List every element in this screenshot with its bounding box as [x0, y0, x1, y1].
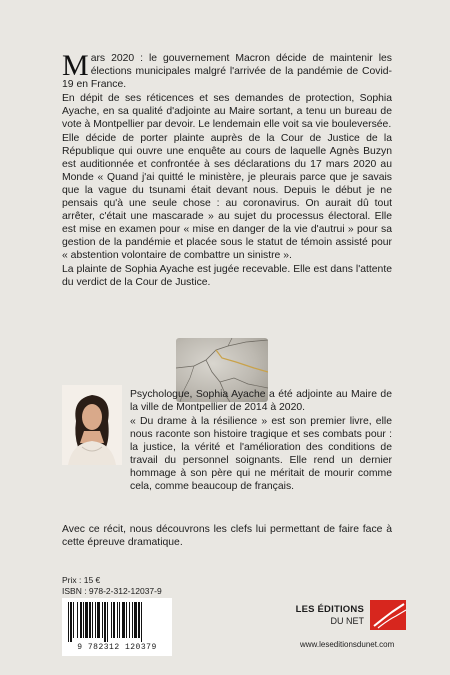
summary-paragraph-4: La plainte de Sophia Ayache est jugée recevable. Elle est dans l'attente du verdict de la Cour de Justice.: [62, 264, 392, 288]
barcode-bars-icon: [68, 602, 166, 642]
publisher-website: www.leseditionsdunet.com: [300, 640, 395, 649]
publisher-name: LES ÉDITIONS: [295, 604, 364, 615]
publisher-logo-block: [286, 598, 416, 638]
drop-cap: M: [62, 49, 89, 82]
summary-paragraph-1-text: ars 2020 : le gouvernement Macron décide de maintenir les élections municipales malgré l'arrivée de la pandémie de Covid-19 en France.: [62, 53, 392, 90]
summary-paragraph-1: [62, 49, 392, 91]
barcode: [62, 598, 172, 656]
bio-paragraph-3: Avec ce récit, nous découvrons les clefs lui permettant de faire face à cette épreuve dramatique.: [62, 524, 392, 548]
bio-paragraph-1: Psychologue, Sophia Ayache a été adjointe au Maire de la ville de Montpellier de 2014 à 2020.: [130, 389, 392, 413]
publisher-subname: DU NET: [330, 616, 364, 626]
publisher-logo-icon: [368, 598, 408, 632]
author-portrait-icon: [62, 385, 122, 465]
summary-paragraph-3: Elle décide de porter plainte auprès de la Cour de Justice de la République qui ouvre une enquête au cours de laquelle Agnès Buzyn est auditionnée et confrontée à ses déclarations du 17 mars 2020 au Monde « Quand j'ai quitté le ministère, je pleurais parce que je savais que la vague du tsunami était devant nous. Depuis le début je ne pensais qu'à une seule chose : au coronavirus. On aurait dû tout arrêter, c'était une mascarade » au sujet du processus électoral. Elle est mise en examen pour « mise en danger de la vie d'autrui » pour sa gestion de la pandémie et placée sous le statut de témoin assisté pour « abstention volontaire de combattre un sinistre ».: [62, 133, 392, 261]
barcode-digits: 9 782312 120379: [77, 643, 157, 652]
author-bio: [130, 388, 392, 494]
author-photo: [62, 385, 122, 465]
bio-paragraph-2: « Du drame à la résilience » est son premier livre, elle nous raconte son histoire tragique et ses combats pour : la justice, la vérité et l'amélioration des conditions de travail du personnel soignants. Elle rend un dernier hommage à son père qui ne méritait de mourir comme cela, comme beaucoup de français.: [130, 416, 392, 492]
price-label: Prix : 15 €: [62, 575, 101, 585]
summary-paragraph-2: En dépit de ses réticences et ses demandes de protection, Sophia Ayache, en sa qualité d'adjointe au Maire sortant, a tenu un bureau de vote à Montpellier par devoir. Le lendemain elle voit sa vie bouleversée.: [62, 93, 392, 130]
summary-text: [62, 49, 392, 290]
price-block: [62, 575, 162, 597]
isbn-label: ISBN : 978-2-312-12037-9: [62, 586, 162, 596]
